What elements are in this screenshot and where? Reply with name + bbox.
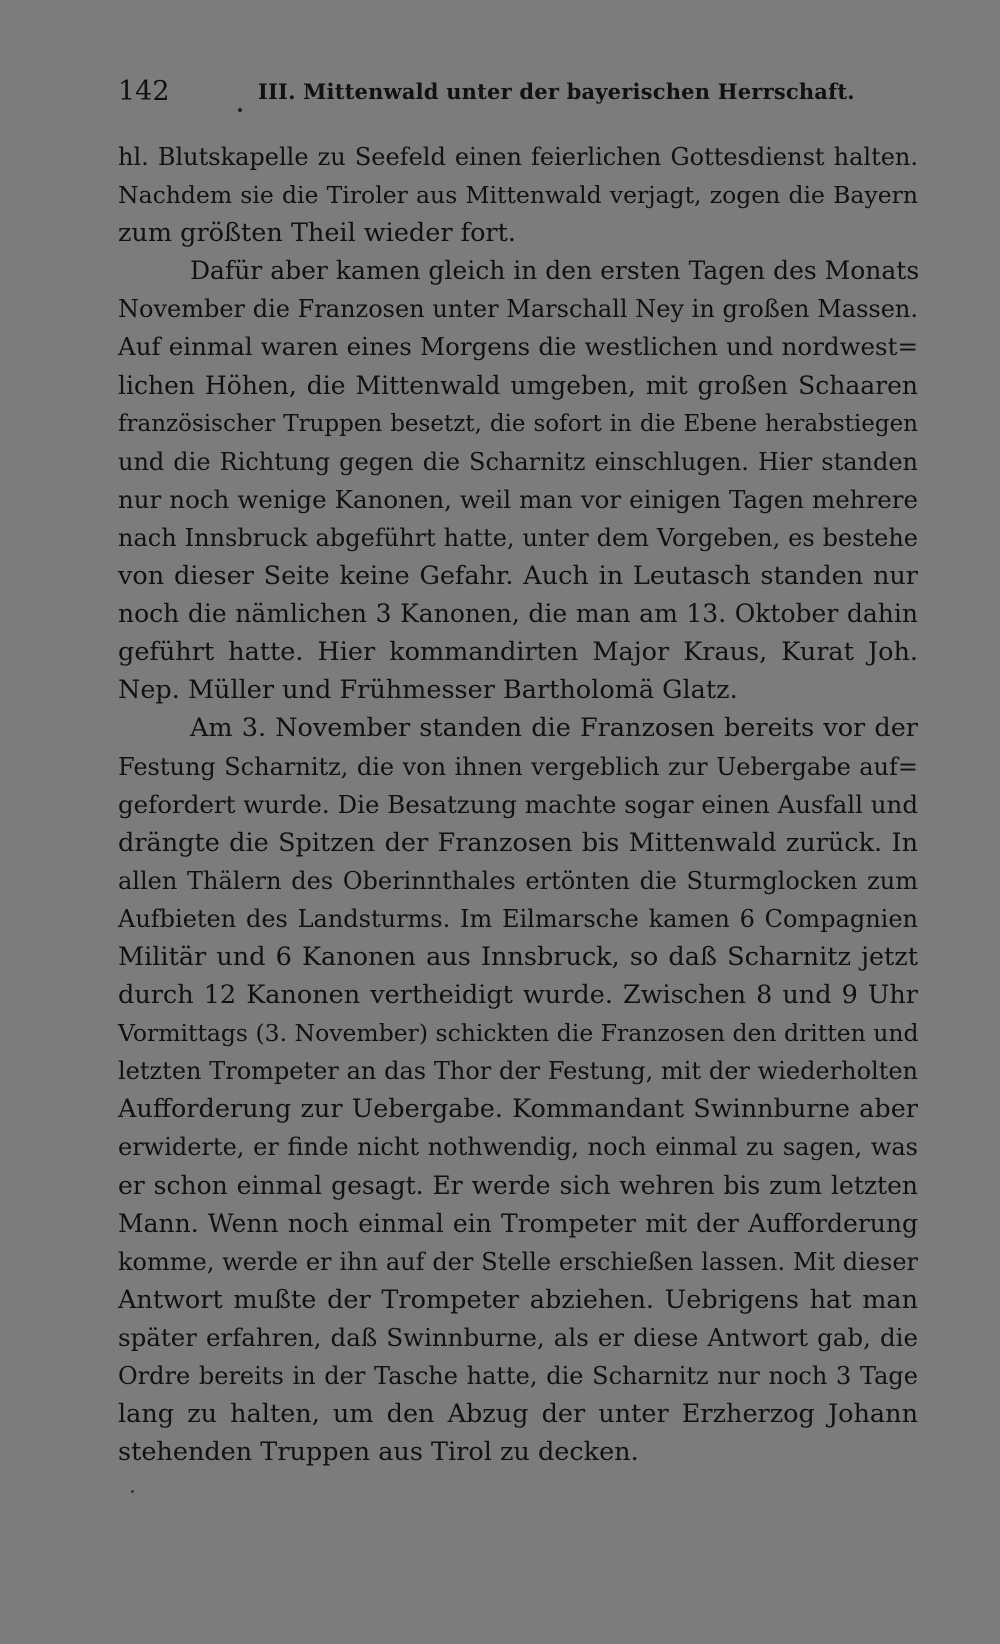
- text-line: zum größten Theil wieder fort.: [118, 218, 516, 249]
- text-line: Auf einmal waren eines Morgens die westlichen und nordwest=: [118, 332, 918, 362]
- page-number: 142: [118, 76, 170, 107]
- text-line: Vormittags (3. November) schickten die Franzosen den dritten und: [118, 1019, 919, 1048]
- text-line: nur noch wenige Kanonen, weil man vor einigen Tagen mehrere: [118, 484, 918, 514]
- text-line: Ordre bereits in der Tasche hatte, die Scharnitz nur noch 3 Tage: [118, 1362, 918, 1390]
- text-line: Nep. Müller und Frühmesser Bartholomä Glatz.: [118, 675, 738, 706]
- text-line: Mann. Wenn noch einmal ein Trompeter mit der Aufforderung: [118, 1208, 918, 1238]
- text-line: durch 12 Kanonen vertheidigt wurde. Zwischen 8 und 9 Uhr: [118, 980, 918, 1011]
- text-line: stehenden Truppen aus Tirol zu decken.: [118, 1437, 639, 1468]
- text-line: französischer Truppen besetzt, die sofort in die Ebene herabstiegen: [118, 410, 918, 437]
- page-header: [118, 72, 918, 112]
- text-line: geführt hatte. Hier kommandirten Major Kraus, Kurat Joh.: [118, 637, 918, 668]
- text-line: Nachdem sie die Tiroler aus Mittenwald verjagt, zogen die Bayern: [118, 181, 918, 210]
- text-line: lang zu halten, um den Abzug der unter Erzherzog Johann: [118, 1399, 918, 1430]
- text-line: von dieser Seite keine Gefahr. Auch in Leutasch standen nur: [118, 561, 918, 592]
- ink-speck: [131, 1490, 134, 1493]
- text-line: noch die nämlichen 3 Kanonen, die man am 13. Oktober dahin: [118, 599, 918, 629]
- ink-speck: [238, 108, 242, 112]
- text-line: allen Thälern des Oberinnthales ertönten die Sturmglocken zum: [118, 866, 918, 895]
- text-line: nach Innsbruck abgeführt hatte, unter dem Vorgeben, es bestehe: [118, 523, 918, 552]
- running-title: III. Mittenwald unter der bayerischen Herrschaft.: [258, 79, 855, 104]
- text-line: Militär und 6 Kanonen aus Innsbruck, so daß Scharnitz jetzt: [118, 941, 918, 972]
- body-text: [118, 138, 918, 1471]
- text-line: Dafür aber kamen gleich in den ersten Tagen des Monats: [190, 256, 920, 286]
- text-line: hl. Blutskapelle zu Seefeld einen feierlichen Gottesdienst halten.: [118, 143, 918, 171]
- text-line: Festung Scharnitz, die von ihnen vergeblich zur Uebergabe auf=: [118, 752, 918, 781]
- text-line: lichen Höhen, die Mittenwald umgeben, mit großen Schaaren: [118, 370, 918, 400]
- text-line: letzten Trompeter an das Thor der Festung, mit der wiederholten: [118, 1057, 918, 1086]
- text-line: erwiderte, er finde nicht nothwendig, noch einmal zu sagen, was: [118, 1133, 918, 1162]
- text-line: drängte die Spitzen der Franzosen bis Mittenwald zurück. In: [118, 827, 918, 858]
- text-line: gefordert wurde. Die Besatzung machte sogar einen Ausfall und: [118, 789, 918, 819]
- text-line: und die Richtung gegen die Scharnitz einschlugen. Hier standen: [118, 447, 918, 476]
- text-line: November die Franzosen unter Marschall Ney in großen Massen.: [118, 295, 918, 324]
- text-line: komme, werde er ihn auf der Stelle erschießen lassen. Mit dieser: [118, 1247, 918, 1276]
- text-line: Am 3. November standen die Franzosen bereits vor der: [190, 713, 918, 744]
- text-line: Aufbieten des Landsturms. Im Eilmarsche kamen 6 Compagnien: [118, 904, 918, 933]
- text-line: später erfahren, daß Swinnburne, als er diese Antwort gab, die: [118, 1322, 918, 1352]
- text-line: Aufforderung zur Uebergabe. Kommandant Swinnburne aber: [118, 1094, 918, 1125]
- text-line: Antwort mußte der Trompeter abziehen. Uebrigens hat man: [118, 1284, 918, 1315]
- text-line: er schon einmal gesagt. Er werde sich wehren bis zum letzten: [118, 1170, 918, 1200]
